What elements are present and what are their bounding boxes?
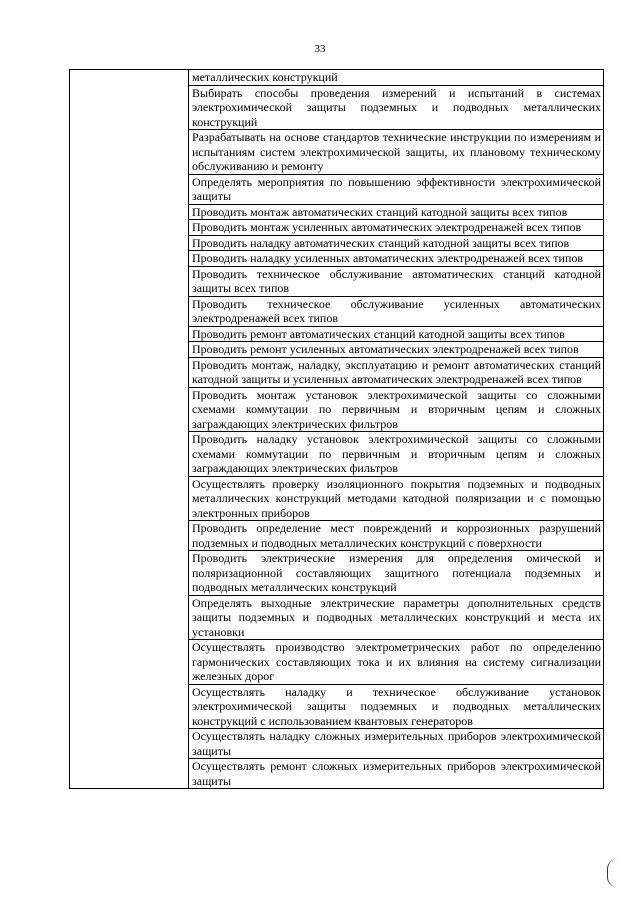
scan-edge-mark bbox=[607, 859, 618, 887]
table-cell: Проводить монтаж, наладку, эксплуатацию и ремонт автоматических станций катодной защиты и усиленных автоматических электродренажей всех типов bbox=[189, 357, 604, 387]
table-cell: Проводить монтаж установок электрохимической защиты со сложными схемами коммутации по первичным и вторичным цепям и сложных заграждающих электрических фильтров bbox=[189, 387, 604, 432]
table-cell: Осуществлять проверку изоляционного покрытия подземных и подводных металлических конструкций методами катодной поляризации и с помощью электронных приборов bbox=[189, 476, 604, 521]
table-cell: Разрабатывать на основе стандартов технические инструкции по измерениям и испытаниям систем электрохимической защиты, их плановому техническому обслуживанию и ремонту bbox=[189, 130, 604, 175]
table-cell: Проводить монтаж усиленных автоматических электродренажей всех типов bbox=[189, 220, 604, 236]
table-row bbox=[70, 70, 604, 86]
table-cell: Проводить наладку усиленных автоматических электродренажей всех типов bbox=[189, 251, 604, 267]
table-cell: Определять мероприятия по повышению эффективности электрохимической защиты bbox=[189, 174, 604, 204]
table-cell: Осуществлять ремонт сложных измерительных приборов электрохимической защиты bbox=[189, 759, 604, 789]
table-cell: Проводить монтаж автоматических станций катодной защиты всех типов bbox=[189, 204, 604, 220]
table-cell: Проводить определение мест повреждений и коррозионных разрушений подземных и подводных металлических конструкций с поверхности bbox=[189, 521, 604, 551]
left-column-cell bbox=[70, 70, 189, 789]
table-cell: Проводить ремонт автоматических станций катодной защиты всех типов bbox=[189, 326, 604, 342]
table-cell: Проводить электрические измерения для определения омической и поляризационной составляющих защитного потенциала подземных и подводных металлических конструкций bbox=[189, 551, 604, 596]
table-cell: Определять выходные электрические параметры дополнительных средств защиты подземных и подводных металлических конструкций и места их установки bbox=[189, 595, 604, 640]
table-cell: металлических конструкций bbox=[189, 70, 604, 86]
table-cell: Проводить наладку установок электрохимической защиты со сложными схемами коммутации по первичным и вторичным цепям и сложных заграждающих электрических фильтров bbox=[189, 432, 604, 477]
table-cell: Проводить техническое обслуживание автоматических станций катодной защиты всех типов bbox=[189, 266, 604, 296]
table-cell: Осуществлять наладку и техническое обслуживание установок электрохимической защиты подземных и подводных металлических конструкций с использованием квантовых генераторов bbox=[189, 684, 604, 729]
table-cell: Осуществлять наладку сложных измерительных приборов электрохимической защиты bbox=[189, 729, 604, 759]
table-cell: Проводить ремонт усиленных автоматических электродренажей всех типов bbox=[189, 342, 604, 358]
table-cell: Проводить техническое обслуживание усиленных автоматических электродренажей всех типов bbox=[189, 296, 604, 326]
table-cell: Осуществлять производство электрометрических работ по определению гармонических составляющих тока и их влияния на систему сигнализации железных дорог bbox=[189, 640, 604, 685]
table-cell: Выбирать способы проведения измерений и испытаний в системах электрохимической защиты подземных и подводных металлических конструкций bbox=[189, 85, 604, 130]
skills-table bbox=[69, 69, 604, 789]
page-number: 33 bbox=[314, 43, 326, 55]
table-cell: Проводить наладку автоматических станций катодной защиты всех типов bbox=[189, 235, 604, 251]
